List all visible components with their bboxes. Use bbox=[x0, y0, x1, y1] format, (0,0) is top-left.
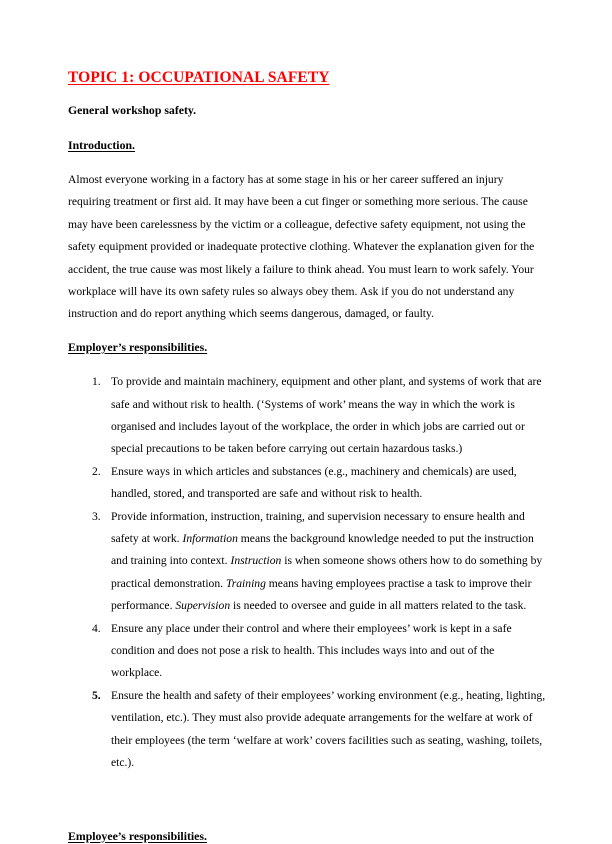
list-item-text: Ensure any place under their control and where their employees’ work is kept in a safe condition and does not pose a risk to health. This includes ways into and out of the workplace. bbox=[111, 621, 512, 680]
page-title: TOPIC 1: OCCUPATIONAL SAFETY bbox=[68, 69, 330, 86]
employer-responsibilities-list bbox=[68, 371, 546, 774]
emphasised-term: Instruction bbox=[230, 554, 282, 568]
introduction-paragraph: Almost everyone working in a factory has at some stage in his or her career suffered an injury requiring treatment or first aid. It may have been a cut finger or something more serious. The cause may have been carelessness by the victim or a colleague, defective safety equipment, not using the safety equipment provided or inadequate protective clothing. Whatever the explanation given for the accident, the true cause was most likely a failure to think ahead. You must learn to work safely. Your workplace will have its own safety rules so always obey them. Ask if you do not understand any instruction and do report anything which seems dangerous, damaged, or faulty. bbox=[68, 173, 535, 321]
section-heading-employee-responsibilities: Employee’s responsibilities. bbox=[68, 828, 207, 843]
emphasised-term: Supervision bbox=[175, 599, 231, 613]
emphasised-term: Information bbox=[182, 532, 238, 546]
list-item-text: To provide and maintain machinery, equipment and other plant, and systems of work that are safe and without risk to health. (‘Systems of work’ means the way in which the work is organised and includes layout of the workplace, the order in which jobs are carried out or special precautions to be taken before carrying out certain hazardous tasks.) bbox=[111, 375, 542, 456]
subheading-general-workshop-safety: General workshop safety. bbox=[68, 103, 197, 118]
list-item bbox=[68, 371, 546, 461]
list-item-text: Ensure ways in which articles and substances (e.g., machinery and chemicals) are used, handled, stored, and transported are safe and without risk to health. bbox=[111, 464, 517, 501]
list-item bbox=[68, 506, 546, 618]
list-item-text: is needed to oversee and guide in all matters related to the task. bbox=[230, 599, 527, 613]
list-item-text: Provide information, instruction, training, and supervision necessary to ensure health and safety at work. bbox=[111, 509, 525, 546]
emphasised-term: Training bbox=[225, 576, 266, 590]
list-item-text: means having employees practise a task to improve their performance. bbox=[111, 576, 532, 613]
list-item bbox=[68, 685, 546, 775]
section-heading-introduction: Introduction. bbox=[68, 137, 135, 152]
list-item bbox=[68, 618, 546, 685]
list-item-text: means the background knowledge needed to put the instruction and training into context. bbox=[111, 532, 534, 568]
list-item-text: Ensure the health and safety of their employees’ working environment (e.g., heating, lighting, ventilation, etc.). They must also provide adequate arrangements for the welfare at work of their employees (the term ‘welfare at work’ covers facilities such as seating, washing, toilets, etc.). bbox=[111, 688, 546, 770]
spacer bbox=[68, 775, 546, 829]
list-item-text: is when someone shows others how to do something by practical demonstration. bbox=[111, 554, 543, 590]
list-item bbox=[68, 461, 546, 506]
section-heading-employer-responsibilities: Employer’s responsibilities. bbox=[68, 339, 208, 354]
